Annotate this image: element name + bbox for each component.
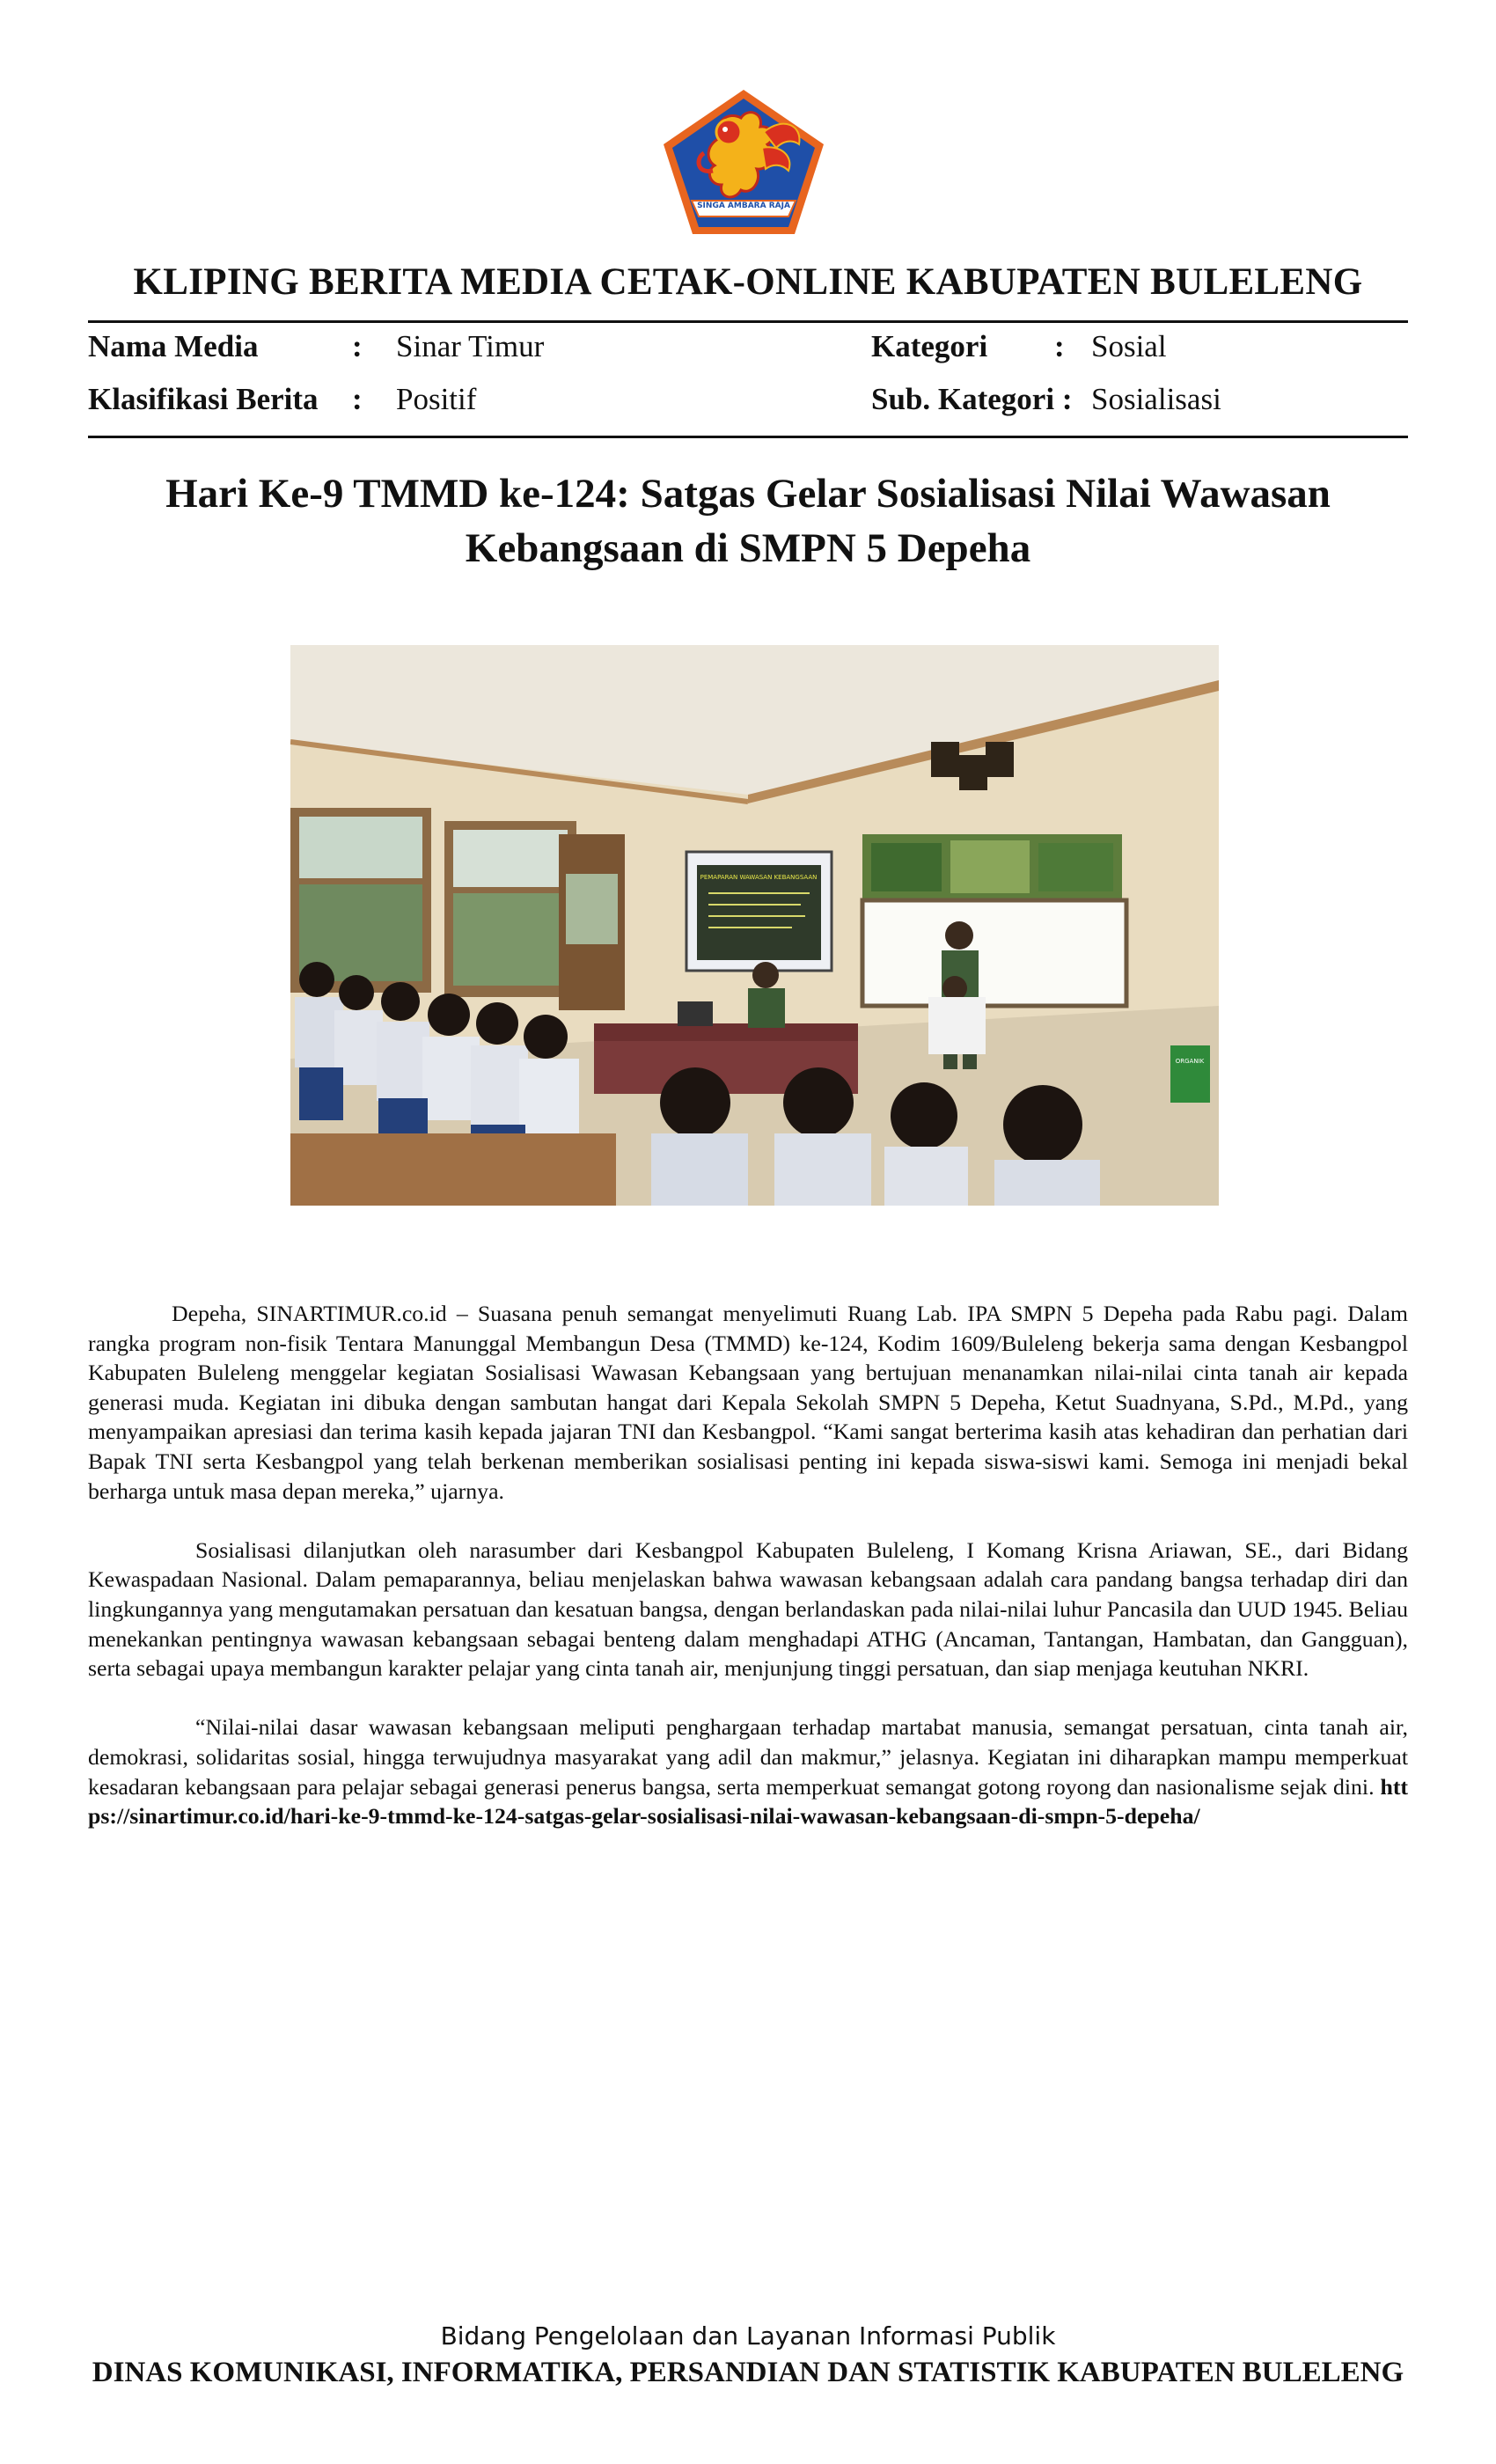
screen-heading: PEMAPARAN WAWASAN KEBANGSAAN — [700, 874, 818, 881]
article-body — [88, 1299, 1408, 1860]
nama-media-value: Sinar Timur — [396, 329, 545, 363]
clipping-header-title: KLIPING BERITA MEDIA CETAK-ONLINE KABUPATEN BULELENG — [133, 261, 1363, 303]
footer-division: Bidang Pengelolaan dan Layanan Informasi Publik — [440, 2321, 1056, 2350]
article-paragraph: Sosialisasi dilanjutkan oleh narasumber dari Kesbangpol Kabupaten Buleleng, I Komang Krisna Ariawan, SE., dari Bidang Kewaspadaan Nasional. Dalam pemaparannya, beliau menjelaskan bahwa wawasan kebangsaan adalah cara pandang bangsa terhadap diri dan lingkungannya yang mengutamakan persatuan dan kesatuan bangsa, dengan berlandaskan pada nilai-nilai luhur Pancasila dan UUD 1945. Beliau menekankan pentingnya wawasan kebangsaan sebagai benteng dalam menghadapi ATHG (Ancaman, Tantangan, Hambatan, dan Gangguan), serta sebagai upaya membangun karakter pelajar yang cinta tanah air, menjunjung tinggi persatuan, dan siap menjaga keutuhan NKRI. — [88, 1536, 1408, 1682]
kategori-label: Kategori — [871, 329, 988, 363]
article-title: Hari Ke-9 TMMD ke-124: Satgas Gelar Sosialisasi Nilai Wawasan Kebangsaan di SMPN 5 Depeha — [165, 471, 1331, 571]
klasifikasi-colon: : — [352, 382, 363, 416]
kategori-value: Sosial — [1091, 329, 1167, 363]
klasifikasi-value: Positif — [396, 382, 477, 416]
header-divider-bottom — [88, 436, 1408, 438]
footer-agency: DINAS KOMUNIKASI, INFORMATIKA, PERSANDIAN DAN STATISTIK KABUPATEN BULELENG — [92, 2357, 1404, 2388]
article-paragraph: Depeha, SINARTIMUR.co.id – Suasana penuh semangat menyelimuti Ruang Lab. IPA SMPN 5 Depeha pada Rabu pagi. Dalam rangka program non-fisik Tentara Manunggal Membangun Desa (TMMD) ke-124, Kodim 1609/Buleleng bekerja sama dengan Kesbangpol Kabupaten Buleleng menggelar kegiatan Sosialisasi Wawasan Kebangsaan yang bertujuan menanamkan nilai-nilai cinta tanah air kepada generasi muda. Kegiatan ini dibuka dengan sambutan hangat dari Kepala Sekolah SMPN 5 Depeha, Ketut Suadnyana, S.Pd., M.Pd., yang menyampaikan apresiasi dan terima kasih kepada jajaran TNI dan Kesbangpol. “Kami sangat berterima kasih atas kehadiran dan perhatian dari Bapak TNI serta Kesbangpol yang telah berkenan memberikan sosialisasi penting ini kepada siswa-siswi kami. Semoga ini menjadi bekal berharga untuk masa depan mereka,” ujarnya. — [88, 1301, 1408, 1504]
logo-caption: SINGA AMBARA RAJA — [697, 202, 790, 210]
article-paragraph-text: “Nilai-nilai dasar wawasan kebangsaan meliputi penghargaan terhadap martabat manusia, semangat persatuan, cinta tanah air, demokrasi, solidaritas sosial, hingga terwujudnya masyarakat yang adil dan makmur,” jelasnya. Kegiatan ini diharapkan mampu memperkuat kesadaran kebangsaan para pelajar sebagai generasi penerus bangsa, serta memperkuat semangat gotong royong dan nasionalisme sejak dini. — [88, 1714, 1408, 1800]
sub-kategori-label: Sub. Kategori : — [871, 382, 1073, 416]
nama-media-label: Nama Media — [88, 329, 259, 363]
kategori-colon: : — [1054, 329, 1065, 363]
nama-media-colon: : — [352, 329, 363, 363]
bin-label: ORGANIK — [1175, 1058, 1205, 1065]
article-paragraph-with-link — [88, 1712, 1408, 1830]
article-photo — [290, 645, 1219, 1206]
source-link[interactable]: https://sinartimur.co.id/hari-ke-9-tmmd-ke-124-satgas-gelar-sosialisasi-nilai-wawasan-kebangsaan-di-smpn-5-depeha/ — [88, 1773, 1409, 1830]
buleleng-logo — [660, 86, 827, 238]
sub-kategori-value: Sosialisasi — [1091, 382, 1221, 416]
header-divider-top — [88, 320, 1408, 323]
klasifikasi-label: Klasifikasi Berita — [88, 382, 319, 416]
